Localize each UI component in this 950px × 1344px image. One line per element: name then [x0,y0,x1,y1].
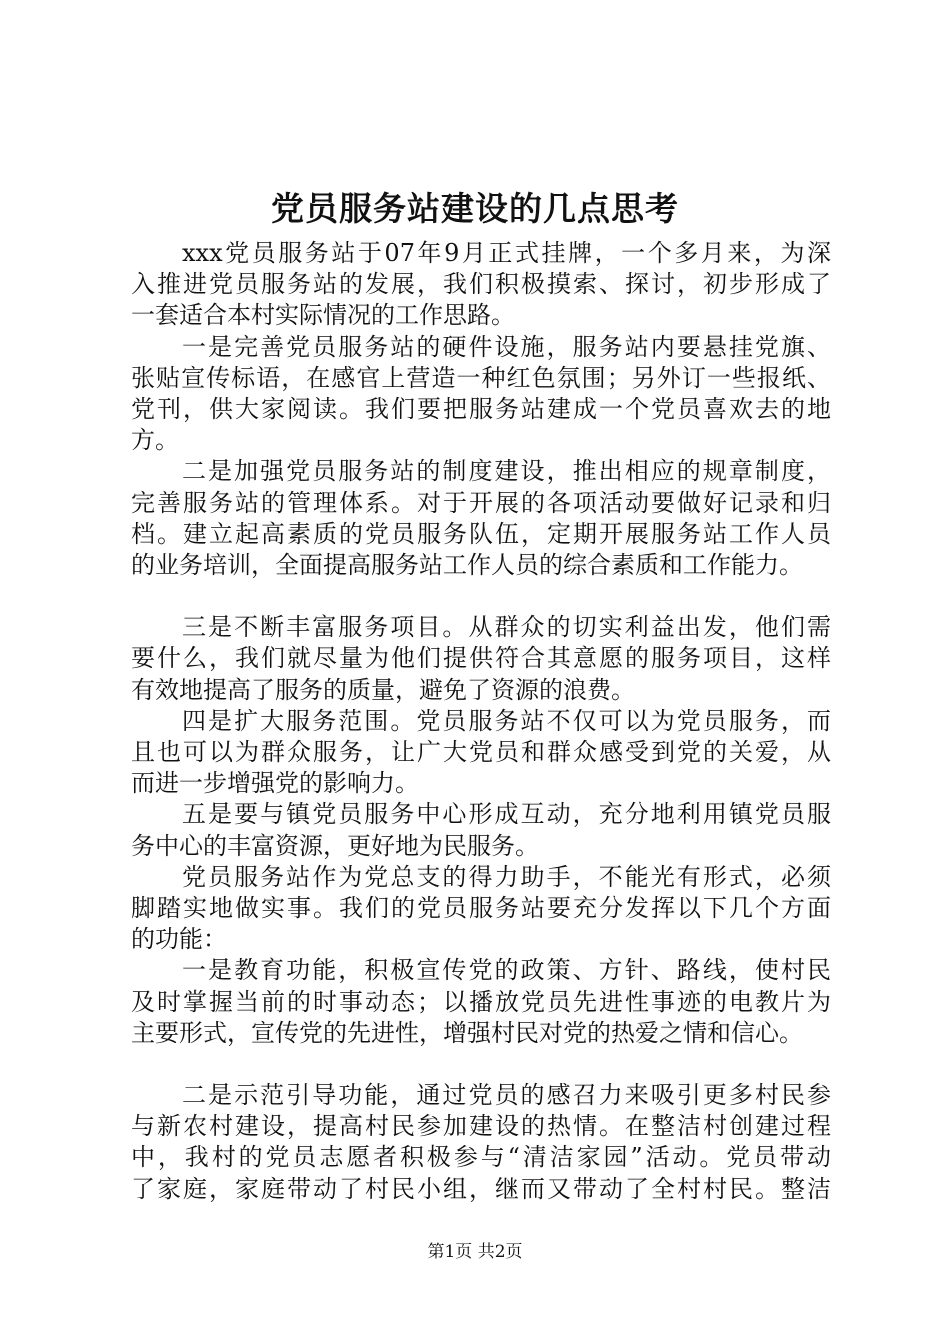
paragraph-line: xxx党员服务站于07年9月正式挂牌，一个多月来，为深 [182,239,831,267]
paragraph-line: 且也可以为群众服务，让广大党员和群众感受到党的关爱，从 [131,738,831,766]
paragraph-line: 入推进党员服务站的发展，我们积极摸索、探讨，初步形成了 [131,270,831,299]
page-footer: 第1页 共2页 [427,1242,523,1262]
paragraph-line: 中，我村的党员志愿者积极参与“清洁家园”活动。党员带动 [131,1143,831,1172]
paragraph-line: 与新农村建设，提高村民参加建设的热情。在整洁村创建过程 [131,1112,831,1141]
paragraph-line: 二是示范引导功能，通过党员的感召力来吸引更多村民参 [182,1081,831,1110]
document-title: 党员服务站建设的几点思考 [271,189,679,228]
paragraph-line: 党员服务站作为党总支的得力助手，不能光有形式，必须 [182,862,831,891]
paragraph-line: 一是完善党员服务站的硬件设施，服务站内要悬挂党旗、 [182,332,831,361]
paragraph-line: 及时掌握当前的时事动态；以播放党员先进性事迹的电教片为 [131,987,831,1016]
paragraph-line: 了家庭，家庭带动了村民小组，继而又带动了全村村民。整洁 [131,1174,831,1203]
paragraph-line: 务中心的丰富资源，更好地为民服务。 [131,831,539,860]
paragraph-line: 脚踏实地做实事。我们的党员服务站要充分发挥以下几个方面 [131,893,831,922]
paragraph-line: 有效地提高了服务的质量，避免了资源的浪费。 [131,675,635,704]
paragraph-line: 一套适合本村实际情况的工作思路。 [131,301,515,330]
paragraph-line: 完善服务站的管理体系。对于开展的各项活动要做好记录和归 [131,488,831,517]
paragraph-line: 五是要与镇党员服务中心形成互动，充分地利用镇党员服 [182,800,831,829]
paragraph-line: 要什么，我们就尽量为他们提供符合其意愿的服务项目，这样 [131,644,831,673]
paragraph-line: 的业务培训，全面提高服务站工作人员的综合素质和工作能力。 [131,550,803,579]
paragraph-line: 档。建立起高素质的党员服务队伍，定期开展服务站工作人员 [131,519,831,548]
paragraph-line: 三是不断丰富服务项目。从群众的切实利益出发，他们需 [182,613,831,642]
paragraph-gap [131,1049,831,1080]
paragraph-line: 张贴宣传标语，在感官上营造一种红色氛围；另外订一些报纸、 [131,363,831,392]
paragraph-line: 而进一步增强党的影响力。 [131,769,419,798]
paragraph-line: 方。 [131,426,179,455]
paragraph-line: 一是教育功能，积极宣传党的政策、方针、路线，使村民 [182,956,831,985]
document-body [131,238,831,1205]
paragraph-line: 主要形式，宣传党的先进性，增强村民对党的热爱之情和信心。 [131,1018,803,1047]
paragraph-gap [131,581,831,612]
paragraph-line: 党刊，供大家阅读。我们要把服务站建成一个党员喜欢去的地 [131,394,831,423]
paragraph-line: 四是扩大服务范围。党员服务站不仅可以为党员服务，而 [182,706,831,735]
paragraph-line: 二是加强党员服务站的制度建设，推出相应的规章制度， [182,457,831,486]
paragraph-line: 的功能： [131,925,227,954]
